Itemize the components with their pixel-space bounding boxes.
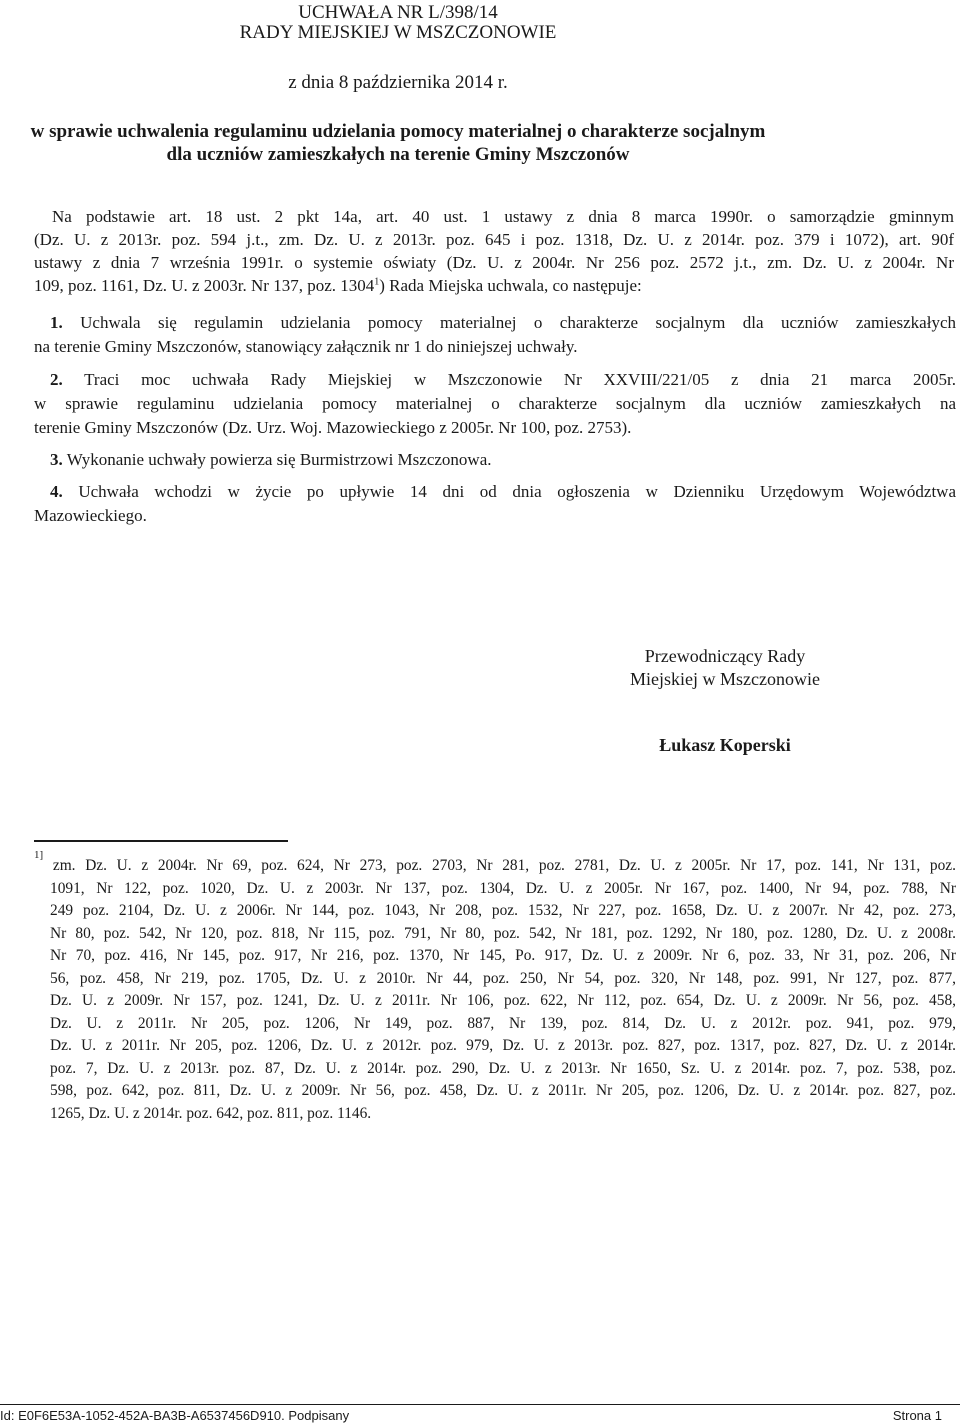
section-line — [34, 480, 956, 504]
footnote-separator — [34, 840, 288, 842]
footnote-line: 56, poz. 458, Nr 219, poz. 1705, Dz. U. z 2010r. Nr 44, poz. 250, Nr 54, poz. 320, Nr 148, poz. 991, Nr 127, poz. 877, — [50, 969, 956, 987]
section-4 — [34, 480, 956, 528]
section-line — [34, 448, 956, 472]
footnote-line: 249 poz. 2104, Dz. U. z 2006r. Nr 144, poz. 1043, Nr 208, poz. 1532, Nr 227, poz. 1658, Dz. U. z 2007r. Nr 42, poz. 273, — [50, 902, 956, 919]
section-text: Traci moc uchwała Rady Miejskiej w Mszczonowie Nr XXVIII/221/05 z dnia 21 marca 2005r. — [84, 370, 956, 389]
section-line: w sprawie regulaminu udzielania pomocy materialnej o charakterze socjalnym dla uczniów zamieszkałych na — [34, 394, 956, 413]
footnote — [34, 849, 956, 1125]
section-number: 2. — [50, 370, 63, 389]
footnote-line: 598, poz. 642, poz. 811, Dz. U. z 2009r. Nr 56, poz. 458, Dz. U. z 2011r. Nr 205, poz. 1206, Dz. U. z 2014r. poz. 827, poz. — [50, 1082, 956, 1099]
preamble-line: ustawy z dnia 7 września 1991r. o systemie oświaty (Dz. U. z 2004r. Nr 256 poz. 2572 j.t., zm. Dz. U. z 2004r. Nr — [34, 253, 954, 272]
section-text: Uchwała wchodzi w życie po upływie 14 dni od dnia ogłoszenia w Dzienniku Urzędowym Województwa — [78, 482, 957, 501]
section-3 — [34, 448, 956, 472]
preamble — [34, 205, 954, 297]
footnote-reference: 1 — [374, 276, 380, 288]
council-name: RADY MIEJSKIEJ W MSZCZONOWIE — [239, 22, 557, 43]
section-text: Uchwala się regulamin udzielania pomocy materialnej o charakterze socjalnym dla uczniów zamieszkałych — [80, 313, 956, 332]
footnote-line: Dz. U. z 2011r. Nr 205, poz. 1206, Nr 149, poz. 887, Nr 139, poz. 814, Dz. U. z 2012r. poz. 941, poz. 979, — [50, 1014, 956, 1032]
section-1 — [34, 311, 956, 359]
preamble-line: Na podstawie art. 18 ust. 2 pkt 14a, art. 40 ust. 1 ustawy z dnia 8 marca 1990r. o samorządzie gminnym — [52, 207, 954, 226]
section-line: Mazowieckiego. — [34, 506, 147, 525]
preamble-text: ) Rada Miejska uchwala, co następuje: — [379, 276, 642, 295]
signature-role-line: Przewodniczący Rady — [644, 646, 806, 666]
resolution-date: z dnia 8 października 2014 r. — [288, 72, 508, 93]
subject-line: w sprawie uchwalenia regulaminu udzielania pomocy materialnej o charakterze socjalnym — [30, 121, 766, 142]
footnote-line: poz. 7, Dz. U. z 2013r. poz. 87, Dz. U. z 2014r. poz. 290, Dz. U. z 2013r. Nr 1650, Sz. U. z 2014r. poz. 7, poz. 538, poz. — [50, 1059, 956, 1077]
footnote-line: 1091, Nr 122, poz. 1020, Dz. U. z 2003r. Nr 137, poz. 1304, Dz. U. z 2005r. Nr 167, poz. 1400, Nr 94, poz. 788, Nr — [50, 879, 956, 897]
resolution-title: UCHWAŁA NR L/398/14 — [298, 2, 498, 23]
footnote-line: Nr 80, poz. 542, Nr 120, poz. 818, Nr 115, poz. 791, Nr 80, poz. 542, Nr 181, poz. 1292, Nr 180, poz. 1280, Dz. U. z 2008r. — [50, 924, 956, 942]
resolution-subject — [0, 120, 796, 166]
section-line: terenie Gminy Mszczonów (Dz. Urz. Woj. Mazowieckiego z 2005r. Nr 100, poz. 2753). — [34, 418, 632, 437]
signature-name: Łukasz Koperski — [659, 735, 791, 755]
footnote-line: Dz. U. z 2009r. Nr 157, poz. 1241, Dz. U. z 2011r. Nr 106, poz. 622, Nr 112, poz. 654, Dz. U. z 2009r. Nr 56, poz. 458, — [50, 992, 956, 1009]
section-number: 3. — [50, 450, 63, 469]
preamble-line — [34, 274, 954, 297]
section-2 — [34, 368, 956, 440]
footnote-line — [34, 849, 956, 878]
preamble-text: 109, poz. 1161, Dz. U. z 2003r. Nr 137, poz. 1304 — [34, 276, 375, 295]
section-number: 1. — [50, 313, 63, 332]
preamble-line: (Dz. U. z 2013r. poz. 594 j.t., zm. Dz. U. z 2013r. poz. 645 i poz. 1318, Dz. U. z 2014r. poz. 379 i 1072), art. 90f — [34, 230, 954, 249]
section-line — [34, 311, 956, 335]
signature-role-line: Miejskiej w Mszczonowie — [630, 669, 820, 689]
section-line — [34, 368, 956, 392]
footnote-line: 1265, Dz. U. z 2014r. poz. 642, poz. 811, poz. 1146. — [50, 1104, 372, 1122]
footnote-text: zm. Dz. U. z 2004r. Nr 69, poz. 624, Nr 273, poz. 2703, Nr 281, poz. 2781, Dz. U. z 2005r. Nr 17, poz. 141, Nr 131, poz. — [52, 857, 956, 874]
signature-role — [580, 645, 870, 691]
document-id: Id: E0F6E53A-1052-452A-BA3B-A6537456D910. Podpisany — [0, 1408, 350, 1423]
page-footer — [0, 1404, 960, 1424]
page-number: Strona 1 — [892, 1408, 942, 1423]
section-text: Wykonanie uchwały powierza się Burmistrzowi Mszczonowa. — [66, 450, 492, 469]
footnote-line: Nr 70, poz. 416, Nr 145, poz. 917, Nr 216, poz. 1370, Nr 145, Po. 917, Dz. U. z 2009r. Nr 6, poz. 33, Nr 31, poz. 206, Nr — [50, 947, 956, 964]
section-line: na terenie Gminy Mszczonów, stanowiący załącznik nr 1 do niniejszej uchwały. — [34, 337, 578, 356]
section-number: 4. — [50, 482, 63, 501]
footnote-marker: 1] — [34, 849, 44, 861]
footnote-line: Dz. U. z 2011r. Nr 205, poz. 1206, Dz. U. z 2012r. poz. 979, Dz. U. z 2013r. poz. 827, poz. 1317, poz. 827, Dz. U. z 2014r. — [50, 1037, 956, 1054]
subject-line: dla uczniów zamieszkałych na terenie Gminy Mszczonów — [166, 144, 630, 165]
